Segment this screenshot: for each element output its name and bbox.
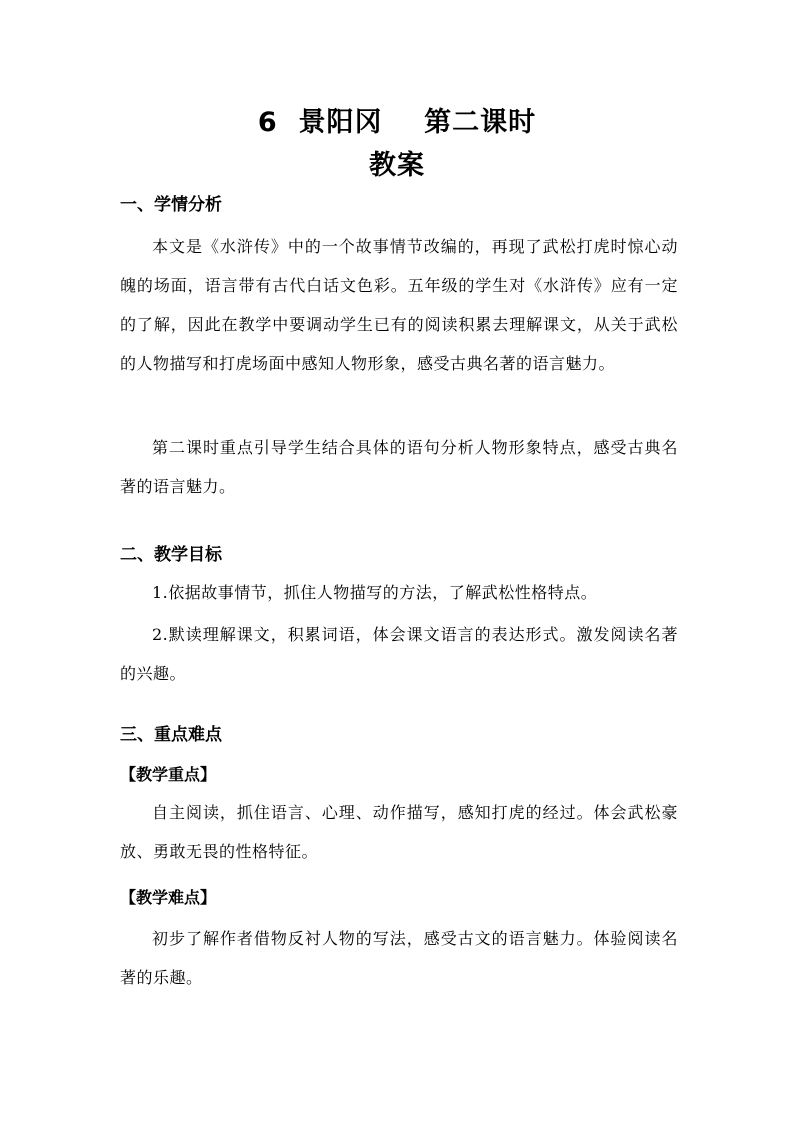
- section-heading-key-points: 三、重点难点: [120, 725, 222, 745]
- analysis-paragraph-2: 第二课时重点引导学生结合具体的语句分析人物形象特点，感受古典名著的语言魅力。: [120, 438, 678, 496]
- document-title: 6 景阳冈 第二课时: [257, 107, 537, 138]
- key-points-text: 自主阅读，抓住语言、心理、动作描写，感知打虎的经过。体会武松豪放、勇敢无畏的性格特征。: [120, 803, 678, 861]
- objective-item-1: 1.依据故事情节，抓住人物描写的方法，了解武松性格特点。: [152, 583, 598, 602]
- document-subtitle: 教案: [369, 150, 425, 181]
- objective-item-2: 2.默读理解课文，积累词语，体会课文语言的表达形式。激发阅读名著的兴趣。: [120, 625, 678, 683]
- difficult-points-text: 初步了解作者借物反衬人物的写法，感受古文的语言魅力。体验阅读名著的乐趣。: [120, 929, 678, 987]
- key-points-label: 【教学重点】: [120, 765, 217, 784]
- analysis-paragraph-1: 本文是《水浒传》中的一个故事情节改编的，再现了武松打虎时惊心动魄的场面，语言带有古代白话文色彩。五年级的学生对《水浒传》应有一定的了解，因此在教学中要调动学生已有的阅读积累去理解课文，从关于武松的人物描写和打虎场面中感知人物形象，感受古典名著的语言魅力。: [120, 237, 678, 373]
- section-heading-objectives: 二、教学目标: [120, 545, 222, 565]
- section-heading-analysis: 一、学情分析: [120, 195, 222, 215]
- difficult-points-label: 【教学难点】: [120, 888, 217, 907]
